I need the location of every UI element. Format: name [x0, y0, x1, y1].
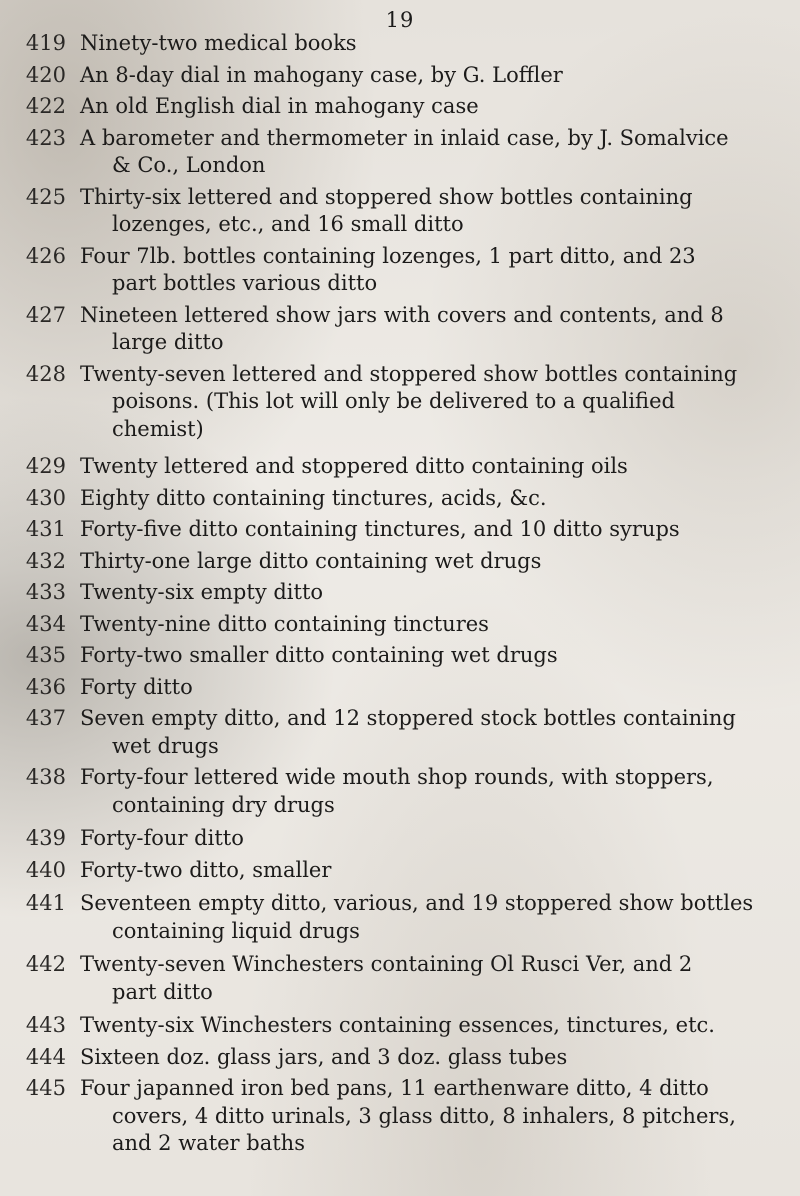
lot-number: 426 — [25, 243, 66, 268]
lot-description — [80, 642, 800, 670]
lot-entry — [0, 705, 800, 760]
lot-number: 442 — [25, 952, 66, 976]
lot-description — [80, 548, 800, 576]
lot-number: 438 — [25, 765, 66, 789]
lot-description — [80, 1075, 800, 1158]
lot-description — [80, 361, 800, 444]
lot-description — [80, 93, 800, 121]
lot-line: Four 7lb. bottles containing lozenges, 1 part ditto, and 23 — [80, 243, 696, 268]
lot-description — [80, 857, 800, 885]
lot-number: 422 — [25, 94, 66, 118]
lot-entry — [0, 30, 800, 58]
lot-number: 431 — [25, 517, 66, 541]
lot-entry — [0, 243, 800, 298]
lot-line: Twenty-six empty ditto — [80, 580, 324, 604]
lot-entry — [0, 611, 800, 639]
lot-entry — [0, 125, 800, 180]
lot-number: 425 — [25, 184, 66, 209]
lot-line: Seven empty ditto, and 12 stoppered stock bottles containing — [80, 706, 736, 730]
lot-description — [80, 125, 800, 180]
lot-entry — [0, 93, 800, 121]
lot-entry — [0, 890, 800, 945]
lot-entry — [0, 184, 800, 239]
lot-description — [80, 243, 800, 298]
lot-number: 432 — [25, 548, 66, 573]
lot-line: containing liquid drugs — [112, 918, 360, 943]
lot-line: containing dry drugs — [112, 792, 335, 817]
lot-description — [80, 705, 800, 760]
lot-number: 434 — [25, 611, 66, 636]
lot-line: An 8-day dial in mahogany case, by G. Loffler — [80, 62, 563, 87]
lot-description — [80, 1044, 800, 1072]
lot-entry — [0, 548, 800, 576]
lot-number: 436 — [25, 674, 66, 699]
lot-line: Forty-four lettered wide mouth shop rounds, with stoppers, — [80, 765, 714, 789]
lot-line: and 2 water baths — [112, 1131, 305, 1155]
lot-number: 444 — [25, 1044, 66, 1069]
lot-line: An old English dial in mahogany case — [80, 94, 479, 118]
lot-line: Twenty-six Winchesters containing essences, tinctures, etc. — [80, 1013, 715, 1037]
lot-line: Twenty-seven lettered and stoppered show bottles containing — [80, 361, 738, 386]
lot-entry — [0, 62, 800, 90]
lot-number: 419 — [25, 31, 66, 55]
lot-entry — [0, 642, 800, 670]
lot-number: 423 — [25, 125, 66, 150]
lot-entry — [0, 857, 800, 885]
lot-number: 443 — [25, 1013, 66, 1037]
lot-number: 433 — [25, 580, 66, 604]
lot-line: A barometer and thermometer in inlaid case, by J. Somalvice — [80, 125, 729, 150]
lot-line: part bottles various ditto — [112, 271, 378, 295]
lot-line: Twenty-seven Winchesters containing Ol Rusci Ver, and 2 — [80, 952, 693, 976]
lot-description — [80, 62, 800, 90]
lot-line: Ninety-two medical books — [80, 31, 357, 55]
lot-line: Eighty ditto containing tinctures, acids, &c. — [80, 485, 547, 510]
lot-line: Sixteen doz. glass jars, and 3 doz. glass tubes — [80, 1044, 568, 1069]
lot-entry — [0, 1012, 800, 1040]
lot-number: 440 — [25, 857, 66, 882]
lot-line: Four japanned iron bed pans, 11 earthenware ditto, 4 ditto — [80, 1076, 709, 1100]
lot-line: part ditto — [112, 979, 213, 1004]
lot-line: Forty-four ditto — [80, 826, 244, 850]
lot-entry — [0, 302, 800, 357]
lot-description — [80, 1012, 800, 1040]
lot-number: 437 — [25, 706, 66, 730]
lot-entry — [0, 1044, 800, 1072]
lot-line: Thirty-six lettered and stoppered show bottles containing — [80, 184, 693, 209]
lot-description — [80, 579, 800, 607]
lot-entry — [0, 825, 800, 853]
lot-entry — [0, 485, 800, 513]
lot-line: covers, 4 ditto urinals, 3 glass ditto, 8 inhalers, 8 pitchers, — [112, 1103, 736, 1128]
lot-entry — [0, 951, 800, 1006]
lot-description — [80, 825, 800, 853]
lot-number: 430 — [25, 485, 66, 510]
lot-description — [80, 890, 800, 945]
lot-description — [80, 485, 800, 513]
lot-number: 439 — [25, 826, 66, 850]
lot-description — [80, 764, 800, 819]
lot-description — [80, 184, 800, 239]
lot-description — [80, 674, 800, 702]
lot-entry — [0, 764, 800, 819]
lot-line: Forty-five ditto containing tinctures, and 10 ditto syrups — [80, 517, 680, 541]
lot-list — [0, 30, 800, 1162]
lot-line: wet drugs — [112, 733, 219, 758]
lot-number: 428 — [25, 361, 66, 386]
lot-number: 445 — [25, 1076, 66, 1100]
lot-line: chemist) — [112, 416, 204, 441]
lot-description — [80, 516, 800, 544]
lot-number: 427 — [25, 302, 66, 327]
lot-line: large ditto — [112, 330, 224, 354]
page-number: 19 — [385, 8, 415, 32]
lot-description — [80, 951, 800, 1006]
lot-line: Twenty lettered and stoppered ditto containing oils — [80, 454, 628, 478]
lot-description — [80, 453, 800, 481]
lot-line: lozenges, etc., and 16 small ditto — [112, 212, 464, 236]
lot-number: 441 — [25, 891, 66, 915]
lot-number: 420 — [25, 62, 66, 87]
lot-description — [80, 30, 800, 58]
lot-entry — [0, 674, 800, 702]
lot-entry — [0, 453, 800, 481]
lot-line: Nineteen lettered show jars with covers and contents, and 8 — [80, 302, 724, 327]
lot-line: poisons. (This lot will only be delivered to a qualified — [112, 389, 675, 413]
lot-description — [80, 302, 800, 357]
lot-line: Seventeen empty ditto, various, and 19 stoppered show bottles — [80, 891, 754, 915]
lot-line: Thirty-one large ditto containing wet drugs — [80, 548, 542, 573]
lot-line: Forty-two smaller ditto containing wet drugs — [80, 643, 558, 667]
lot-line: Forty-two ditto, smaller — [80, 857, 332, 882]
lot-line: & Co., London — [112, 153, 266, 177]
lot-entry — [0, 516, 800, 544]
lot-number: 429 — [25, 454, 66, 478]
lot-entry — [0, 361, 800, 444]
lot-description — [80, 611, 800, 639]
lot-entry — [0, 579, 800, 607]
lot-number: 435 — [25, 643, 66, 667]
lot-line: Twenty-nine ditto containing tinctures — [80, 611, 489, 636]
lot-line: Forty ditto — [80, 674, 193, 699]
lot-entry — [0, 1075, 800, 1158]
